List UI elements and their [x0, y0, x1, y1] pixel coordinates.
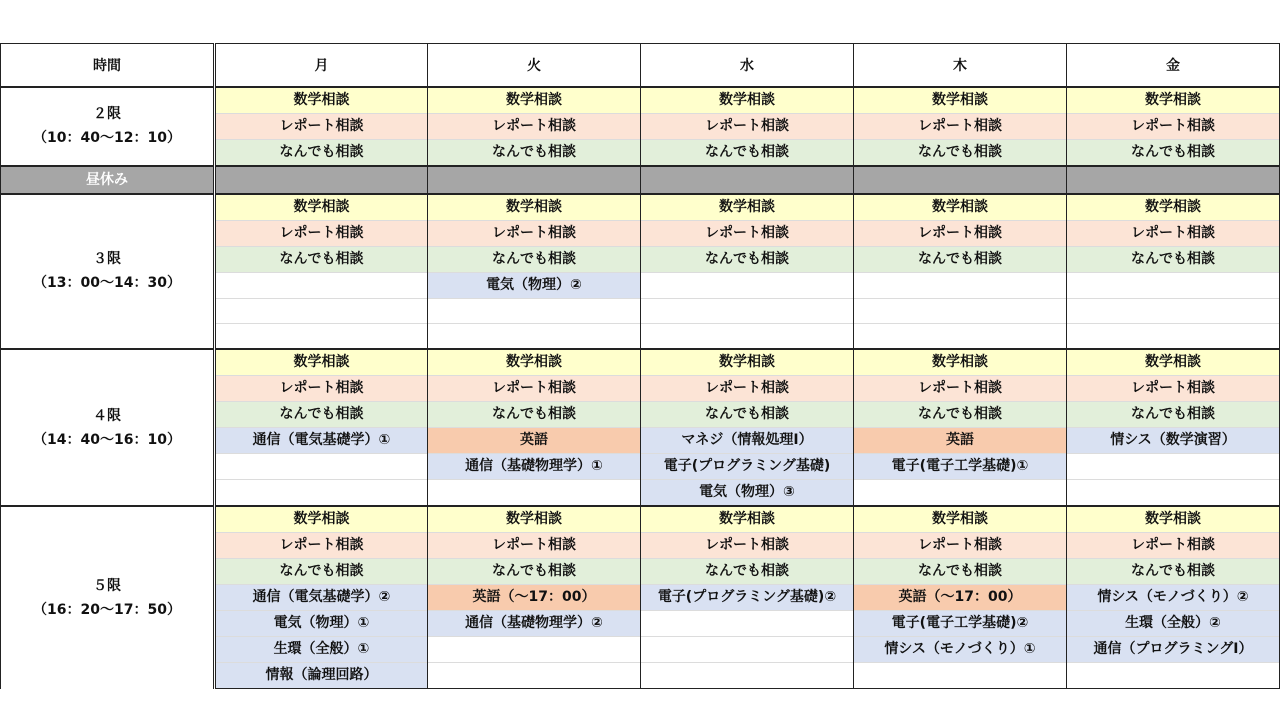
slot-wed-report: レポート相談 — [641, 533, 854, 559]
slot-mon-empty — [215, 272, 428, 298]
slot-mon-subject: 通信（電気基礎学）① — [215, 428, 428, 454]
slot-thu-subject: 情シス（モノづくり）① — [854, 637, 1067, 663]
slot-thu-report: レポート相談 — [854, 220, 1067, 246]
slot-tue-empty — [428, 298, 641, 324]
slot-wed-report: レポート相談 — [641, 220, 854, 246]
slot-wed-empty — [641, 663, 854, 689]
slot-wed-subject: マネジ（情報処理Ⅰ） — [641, 428, 854, 454]
period-time-range: （13：00〜14：30） — [33, 275, 181, 292]
slot-tue-report: レポート相談 — [428, 376, 641, 402]
slot-mon-report: レポート相談 — [215, 376, 428, 402]
header-time: 時間 — [1, 44, 215, 87]
slot-tue-math: 数学相談 — [428, 506, 641, 533]
header-day-wed: 水 — [641, 44, 854, 87]
slot-tue-empty — [428, 663, 641, 689]
slot-thu-empty — [854, 480, 1067, 507]
slot-wed-math: 数学相談 — [641, 506, 854, 533]
lunch-cell-fri — [1067, 166, 1280, 194]
slot-wed-anything: なんでも相談 — [641, 559, 854, 585]
slot-fri-report: レポート相談 — [1067, 533, 1280, 559]
slot-mon-report: レポート相談 — [215, 533, 428, 559]
slot-mon-math: 数学相談 — [215, 194, 428, 221]
slot-tue-math: 数学相談 — [428, 87, 641, 114]
slot-thu-math: 数学相談 — [854, 506, 1067, 533]
slot-mon-math: 数学相談 — [215, 87, 428, 114]
slot-thu-anything: なんでも相談 — [854, 402, 1067, 428]
slot-tue-subject: 電気（物理）② — [428, 272, 641, 298]
slot-wed-subject: 電子(プログラミング基礎) — [641, 454, 854, 480]
slot-thu-anything: なんでも相談 — [854, 139, 1067, 166]
table-row — [1, 194, 1280, 221]
slot-thu-math: 数学相談 — [854, 349, 1067, 376]
slot-fri-subject: 情シス（モノづくり）② — [1067, 585, 1280, 611]
slot-mon-subject: 通信（電気基礎学）② — [215, 585, 428, 611]
slot-thu-subject: 電子(電子工学基礎)② — [854, 611, 1067, 637]
slot-tue-anything: なんでも相談 — [428, 402, 641, 428]
slot-thu-english: 英語（〜17：00） — [854, 585, 1067, 611]
slot-mon-anything: なんでも相談 — [215, 246, 428, 272]
lunch-label: 昼休み — [1, 166, 215, 194]
slot-tue-english: 英語 — [428, 428, 641, 454]
slot-mon-subject: 生環（全般）① — [215, 637, 428, 663]
header-day-mon: 月 — [215, 44, 428, 87]
slot-wed-report: レポート相談 — [641, 113, 854, 139]
slot-wed-empty — [641, 611, 854, 637]
timetable-body — [1, 87, 1280, 689]
slot-fri-empty — [1067, 272, 1280, 298]
slot-thu-report: レポート相談 — [854, 533, 1067, 559]
slot-tue-subject: 通信（基礎物理学）② — [428, 611, 641, 637]
slot-fri-subject: 情シス（数学演習） — [1067, 428, 1280, 454]
slot-mon-report: レポート相談 — [215, 220, 428, 246]
slot-fri-anything: なんでも相談 — [1067, 139, 1280, 166]
slot-mon-empty — [215, 454, 428, 480]
slot-tue-math: 数学相談 — [428, 349, 641, 376]
slot-wed-anything: なんでも相談 — [641, 402, 854, 428]
slot-wed-empty — [641, 637, 854, 663]
slot-tue-subject: 通信（基礎物理学）① — [428, 454, 641, 480]
slot-thu-math: 数学相談 — [854, 194, 1067, 221]
slot-wed-empty — [641, 298, 854, 324]
period-2-time-cell — [1, 87, 215, 166]
period-label: ４限 — [93, 407, 121, 424]
slot-fri-math: 数学相談 — [1067, 349, 1280, 376]
lunch-cell-tue — [428, 166, 641, 194]
slot-mon-anything: なんでも相談 — [215, 139, 428, 166]
table-row — [1, 349, 1280, 376]
period-time-range: （10：40〜12：10） — [33, 130, 181, 146]
slot-mon-anything: なんでも相談 — [215, 402, 428, 428]
slot-fri-empty — [1067, 480, 1280, 507]
slot-tue-anything: なんでも相談 — [428, 559, 641, 585]
slot-mon-empty — [215, 298, 428, 324]
slot-fri-subject: 生環（全般）② — [1067, 611, 1280, 637]
slot-wed-report: レポート相談 — [641, 376, 854, 402]
slot-mon-subject: 電気（物理）① — [215, 611, 428, 637]
lunch-cell-wed — [641, 166, 854, 194]
slot-tue-report: レポート相談 — [428, 533, 641, 559]
lunch-cell-mon — [215, 166, 428, 194]
slot-thu-report: レポート相談 — [854, 376, 1067, 402]
slot-fri-anything: なんでも相談 — [1067, 559, 1280, 585]
slot-mon-subject: 情報（論理回路） — [215, 663, 428, 689]
table-row — [1, 506, 1280, 533]
slot-thu-english: 英語 — [854, 428, 1067, 454]
slot-tue-anything: なんでも相談 — [428, 139, 641, 166]
slot-mon-math: 数学相談 — [215, 506, 428, 533]
slot-thu-empty — [854, 324, 1067, 350]
lunch-cell-thu — [854, 166, 1067, 194]
slot-tue-report: レポート相談 — [428, 113, 641, 139]
header-day-tue: 火 — [428, 44, 641, 87]
slot-thu-empty — [854, 663, 1067, 689]
slot-tue-empty — [428, 324, 641, 350]
slot-wed-subject: 電気（物理）③ — [641, 480, 854, 507]
period-label: ２限 — [93, 106, 121, 122]
slot-tue-english: 英語（〜17：00） — [428, 585, 641, 611]
slot-fri-math: 数学相談 — [1067, 194, 1280, 221]
slot-wed-empty — [641, 324, 854, 350]
slot-thu-subject: 電子(電子工学基礎)① — [854, 454, 1067, 480]
slot-thu-empty — [854, 272, 1067, 298]
period-5-time-cell — [1, 506, 215, 689]
period-3-time-cell — [1, 194, 215, 350]
slot-thu-anything: なんでも相談 — [854, 559, 1067, 585]
slot-thu-math: 数学相談 — [854, 87, 1067, 114]
period-label: ５限 — [93, 577, 121, 594]
slot-tue-anything: なんでも相談 — [428, 246, 641, 272]
slot-wed-math: 数学相談 — [641, 349, 854, 376]
slot-mon-empty — [215, 480, 428, 507]
slot-fri-math: 数学相談 — [1067, 506, 1280, 533]
table-row — [1, 87, 1280, 114]
slot-fri-subject: 通信（プログラミングⅠ） — [1067, 637, 1280, 663]
period-label: ３限 — [93, 251, 121, 268]
slot-tue-empty — [428, 637, 641, 663]
slot-fri-empty — [1067, 298, 1280, 324]
slot-wed-anything: なんでも相談 — [641, 246, 854, 272]
header-day-fri: 金 — [1067, 44, 1280, 87]
slot-fri-anything: なんでも相談 — [1067, 246, 1280, 272]
slot-fri-empty — [1067, 324, 1280, 350]
slot-wed-anything: なんでも相談 — [641, 139, 854, 166]
slot-fri-empty — [1067, 663, 1280, 689]
slot-wed-subject: 電子(プログラミング基礎)② — [641, 585, 854, 611]
slot-fri-report: レポート相談 — [1067, 376, 1280, 402]
slot-fri-math: 数学相談 — [1067, 87, 1280, 114]
slot-thu-empty — [854, 298, 1067, 324]
period-time-range: （14：40〜16：10） — [33, 431, 181, 448]
slot-mon-anything: なんでも相談 — [215, 559, 428, 585]
slot-fri-anything: なんでも相談 — [1067, 402, 1280, 428]
slot-fri-empty — [1067, 454, 1280, 480]
slot-tue-report: レポート相談 — [428, 220, 641, 246]
period-time-range: （16：20〜17：50） — [33, 601, 181, 618]
lunch-row — [1, 166, 1280, 194]
header-day-thu: 木 — [854, 44, 1067, 87]
slot-mon-empty — [215, 324, 428, 350]
slot-fri-report: レポート相談 — [1067, 113, 1280, 139]
period-4-time-cell — [1, 349, 215, 506]
slot-fri-report: レポート相談 — [1067, 220, 1280, 246]
slot-wed-math: 数学相談 — [641, 194, 854, 221]
slot-tue-empty — [428, 480, 641, 507]
slot-mon-report: レポート相談 — [215, 113, 428, 139]
slot-thu-report: レポート相談 — [854, 113, 1067, 139]
slot-thu-anything: なんでも相談 — [854, 246, 1067, 272]
slot-tue-math: 数学相談 — [428, 194, 641, 221]
header-row — [1, 44, 1280, 87]
slot-mon-math: 数学相談 — [215, 349, 428, 376]
slot-wed-math: 数学相談 — [641, 87, 854, 114]
timetable — [0, 43, 1280, 689]
slot-wed-empty — [641, 272, 854, 298]
